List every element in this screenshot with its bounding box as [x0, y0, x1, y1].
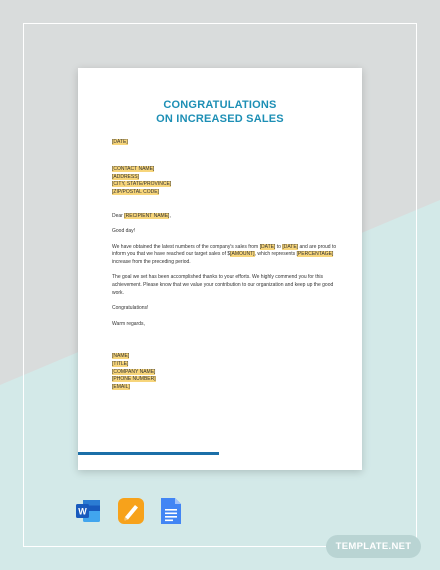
template-net-badge[interactable]: TEMPLATE.NET: [326, 535, 421, 558]
paragraph-sales: We have obtained the latest numbers of the company's sales from [DATE] to [DATE] and are proud to inform you that we have reached our target sales of $[AMOUNT], which represents [PERCENTAGE] increase from the preceding period.: [112, 243, 337, 266]
word-icon-letter: W: [78, 506, 87, 517]
paragraph-congratulations: Congratulations!: [112, 305, 149, 312]
date-from-placeholder: [DATE]: [259, 243, 276, 250]
google-docs-icon[interactable]: [158, 497, 184, 525]
closing: Warm regards,: [112, 320, 145, 327]
microsoft-word-icon[interactable]: [76, 497, 102, 525]
greeting: Good day!: [112, 228, 136, 235]
title-line-2: ON INCREASED SALES: [156, 113, 284, 125]
date-to-placeholder: [DATE]: [282, 243, 299, 250]
city-state-placeholder: [CITY, STATE/PROVINCE]: [112, 181, 172, 188]
salutation: Dear [RECIPIENT NAME],: [112, 212, 171, 219]
recipient-placeholder: [RECIPIENT NAME]: [124, 212, 170, 219]
document-title: [78, 98, 362, 126]
accent-bar: [78, 452, 219, 455]
company-placeholder: [COMPANY NAME]: [112, 368, 156, 375]
address-placeholder: [ADDRESS]: [112, 173, 139, 180]
letter-body: [112, 139, 342, 392]
contact-name-placeholder: [CONTACT NAME]: [112, 165, 155, 172]
title-line-1: CONGRATULATIONS: [163, 99, 277, 111]
date-placeholder: [DATE]: [112, 139, 128, 145]
email-placeholder: [EMAIL]: [112, 384, 130, 391]
zip-placeholder: [ZIP/POSTAL CODE]: [112, 189, 159, 196]
letter-document: [78, 68, 362, 470]
percentage-placeholder: [PERCENTAGE]: [296, 251, 334, 258]
title-placeholder: [TITLE]: [112, 360, 129, 367]
address-block: [112, 166, 342, 197]
signature-block: [112, 353, 342, 392]
phone-placeholder: [PHONE NUMBER]: [112, 376, 156, 383]
apple-pages-icon[interactable]: [118, 497, 144, 525]
paragraph-goal: The goal we set has been accomplished thanks to your efforts. We highly commend you for this achievement. Please know that we value your contribution to our organization and keep up the good work.: [112, 274, 334, 297]
amount-placeholder: [AMOUNT]: [230, 251, 255, 258]
name-placeholder: [NAME]: [112, 352, 130, 359]
